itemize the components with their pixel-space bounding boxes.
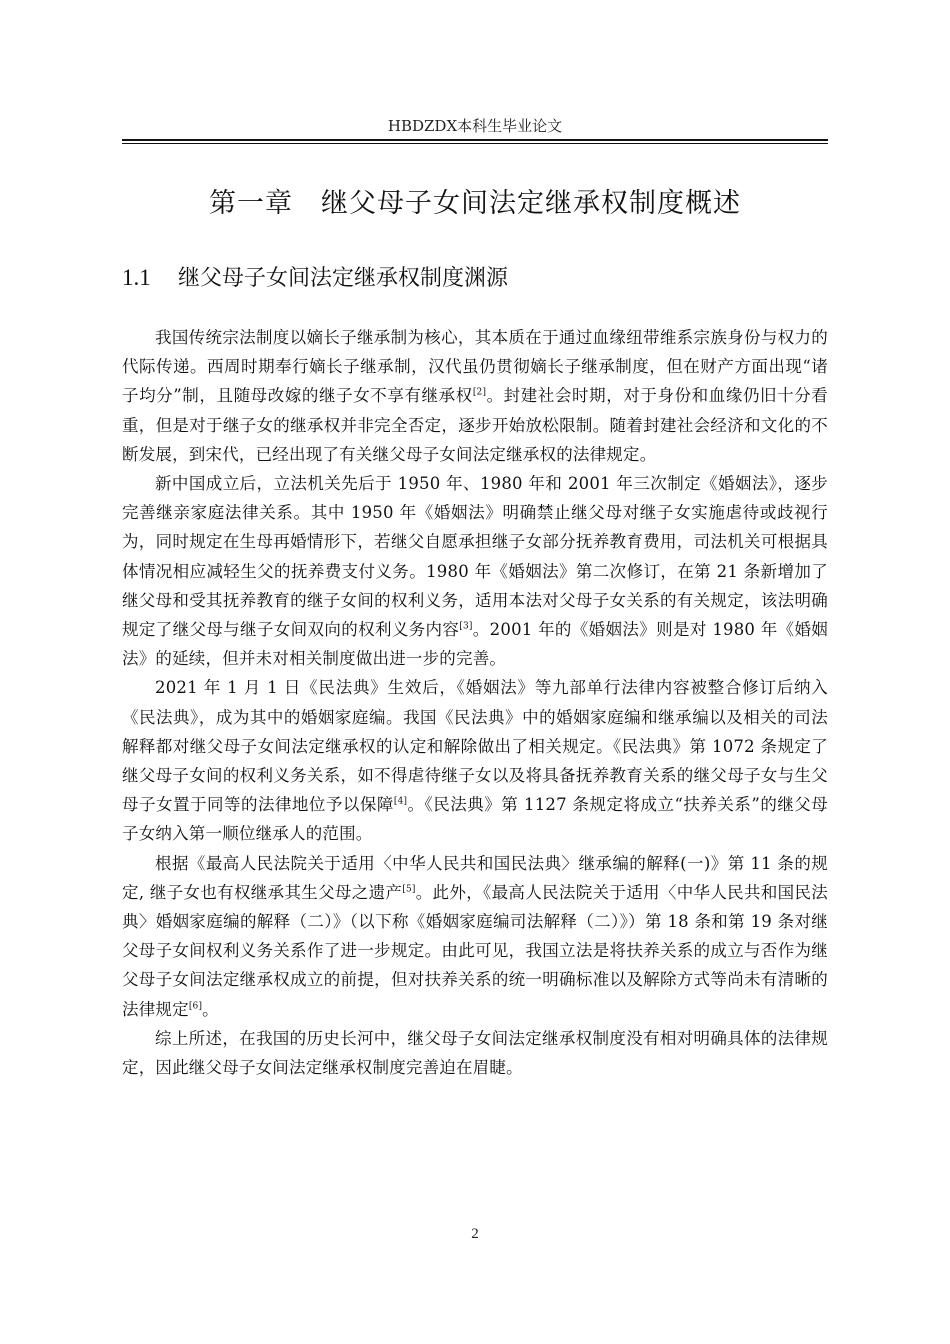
paragraph-text: 。此外，《最高人民法院关于适用〈中华人民共和国民法典〉婚姻家庭编的解释（二）》（以下称《婚姻家庭编司法解释（二）》）第 18 条和第 19 条对继父母子女间权利义务关系作了进一步规定。由此可见，我国立法是将扶养关系的成立与否作为继父母子女间法定继承权成立的前提，但对扶养关系的统一明确标准以及解除方式等尚未有清晰的法律规定 xyxy=(122,882,828,1019)
citation-ref: [4] xyxy=(393,796,408,807)
citation-ref: [3] xyxy=(459,621,473,632)
paragraph-text: 新中国成立后，立法机关先后于 1950 年、1980 年和 2001 年三次制定《婚姻法》，逐步完善继亲家庭法律关系。其中 1950 年《婚姻法》明确禁止继父母对继子女实施虐待或歧视行为，同时规定在生母再婚情形下，若继父自愿承担继子女部分抚养教育费用，司法机关可根据具体情况相应减轻生父的抚养费支付义务。1980 年《婚姻法》第二次修订，在第 21 条新增加了继父母和受其抚养教育的继子女间的权利义务，适用本法对父母子女关系的有关规定，该法明确规定了继父母与继子女间双向的权利义务内容 xyxy=(122,474,828,640)
paragraph-2 xyxy=(122,469,828,673)
paragraph-1 xyxy=(122,323,828,469)
paragraph-text: 。封建社会时期，对于身份和血缘仍旧十分看重，但是对于继子女的继承权并非完全否定，逐步开始放松限制。随着封建社会经济和文化的不断发展，到宋代，已经出现了有关继父母子女间法定继承权的法律规定。 xyxy=(122,386,829,464)
section-number: 1.1 xyxy=(122,265,151,290)
header-rule-thick xyxy=(122,139,828,141)
page-number: 2 xyxy=(471,1226,479,1242)
header-rule-thin xyxy=(122,143,828,144)
paragraph-text: 我国传统宗法制度以嫡长子继承制为核心，其本质在于通过血缘纽带维系宗族身份与权力的代际传递。西周时期奉行嫡长子继承制，汉代虽仍贯彻嫡长子继承制度，但在财产方面出现“诸子均分”制，且随母改嫁的继子女不享有继承权 xyxy=(122,328,828,406)
paragraph-text: 根据《最高人民法院关于适用〈中华人民共和国民法典〉继承编的解释(一)》第 11 条的规定, 继子女也有权继承其生父母之遗产 xyxy=(122,853,828,902)
body-text xyxy=(122,323,828,1082)
citation-ref: [6] xyxy=(188,1001,203,1012)
citation-ref: [5] xyxy=(402,884,416,895)
paragraph-4 xyxy=(122,849,828,1024)
section-heading xyxy=(122,260,828,297)
running-header: HBDZDX本科生毕业论文 xyxy=(387,117,563,135)
paragraph-text: 。2001 年的《婚姻法》则是对 1980 年《婚姻法》的延续，但并未对相关制度做出进一步的完善。 xyxy=(122,620,829,669)
paragraph-3 xyxy=(122,673,828,848)
paragraph-text: 2021 年 1 月 1 日《民法典》生效后，《婚姻法》等九部单行法律内容被整合修订后纳入《民法典》，成为其中的婚姻家庭编。我国《民法典》中的婚姻家庭编和继承编以及相关的司法解释都对继父母子女间法定继承权的认定和解除做出了相关规定。《民法典》第 1072 条规定了继父母子女间的权利义务关系，如不得虐待继子女以及将具备抚养教育关系的继父母子女与生父母子女置于同等的法律地位予以保障 xyxy=(122,678,828,815)
paragraph-text: 。《民法典》第 1127 条规定将成立“扶养关系”的继父母子女纳入第一顺位继承人的范围。 xyxy=(122,795,829,844)
citation-ref: [2] xyxy=(472,387,487,398)
paragraph-5 xyxy=(122,1024,828,1082)
section-title-text: 继父母子女间法定继承权制度渊源 xyxy=(178,266,509,291)
paragraph-text: 综上所述，在我国的历史长河中，继父母子女间法定继承权制度没有相对明确具体的法律规定，因此继父母子女间法定继承权制度完善迫在眉睫。 xyxy=(122,1028,828,1078)
chapter-title: 第一章 继父母子女间法定继承权制度概述 xyxy=(209,188,741,219)
paragraph-text: 。 xyxy=(202,999,219,1019)
